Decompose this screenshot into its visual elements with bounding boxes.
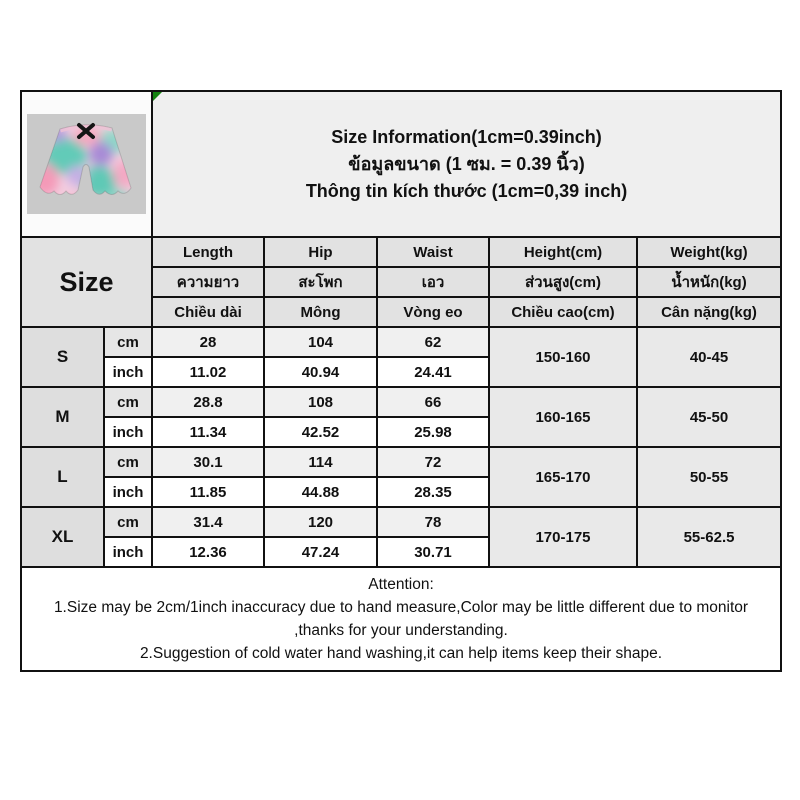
attention-line-1: 1.Size may be 2cm/1inch inaccuracy due to hand measure,Color may be little different due to monitor bbox=[53, 598, 749, 616]
col-header-hip-th: สะโพก bbox=[264, 267, 377, 297]
unit-inch: inch bbox=[104, 417, 152, 447]
m-length-inch: 11.34 bbox=[152, 417, 264, 447]
table-row-l-cm bbox=[21, 447, 781, 477]
l-weight-range: 50-55 bbox=[637, 447, 781, 507]
table-row-m-cm bbox=[21, 387, 781, 417]
l-length-cm: 30.1 bbox=[152, 447, 264, 477]
attention-line-2: ,thanks for your understanding. bbox=[294, 622, 508, 639]
s-hip-inch: 40.94 bbox=[264, 357, 377, 387]
size-info-title-cell bbox=[152, 91, 781, 237]
unit-cm: cm bbox=[104, 447, 152, 477]
title-thai: ข้อมูลขนาด (1 ซม. = 0.39 นิ้ว) bbox=[348, 153, 585, 174]
product-image-cell bbox=[21, 91, 152, 237]
table-row-xl-cm bbox=[21, 507, 781, 537]
m-waist-cm: 66 bbox=[377, 387, 489, 417]
size-label-l: L bbox=[21, 447, 104, 507]
s-waist-cm: 62 bbox=[377, 327, 489, 357]
xl-length-cm: 31.4 bbox=[152, 507, 264, 537]
unit-inch: inch bbox=[104, 537, 152, 567]
m-hip-inch: 42.52 bbox=[264, 417, 377, 447]
s-length-inch: 11.02 bbox=[152, 357, 264, 387]
m-hip-cm: 108 bbox=[264, 387, 377, 417]
l-waist-cm: 72 bbox=[377, 447, 489, 477]
unit-inch: inch bbox=[104, 477, 152, 507]
s-weight-range: 40-45 bbox=[637, 327, 781, 387]
size-label-xl: XL bbox=[21, 507, 104, 567]
xl-weight-range: 55-62.5 bbox=[637, 507, 781, 567]
col-header-waist-en: Waist bbox=[377, 237, 489, 267]
unit-cm: cm bbox=[104, 327, 152, 357]
xl-hip-cm: 120 bbox=[264, 507, 377, 537]
l-hip-cm: 114 bbox=[264, 447, 377, 477]
attention-note bbox=[21, 567, 781, 671]
m-height-range: 160-165 bbox=[489, 387, 637, 447]
xl-height-range: 170-175 bbox=[489, 507, 637, 567]
col-header-length-th: ความยาว bbox=[152, 267, 264, 297]
xl-hip-inch: 47.24 bbox=[264, 537, 377, 567]
l-hip-inch: 44.88 bbox=[264, 477, 377, 507]
col-header-weight-en: Weight(kg) bbox=[637, 237, 781, 267]
l-waist-inch: 28.35 bbox=[377, 477, 489, 507]
size-label-s: S bbox=[21, 327, 104, 387]
col-header-length-vi: Chiều dài bbox=[152, 297, 264, 327]
s-hip-cm: 104 bbox=[264, 327, 377, 357]
col-header-height-en: Height(cm) bbox=[489, 237, 637, 267]
size-label-m: M bbox=[21, 387, 104, 447]
m-waist-inch: 25.98 bbox=[377, 417, 489, 447]
l-length-inch: 11.85 bbox=[152, 477, 264, 507]
col-header-waist-th: เอว bbox=[377, 267, 489, 297]
attention-heading: Attention: bbox=[368, 575, 434, 593]
title-vietnamese: Thông tin kích thước (1cm=0,39 inch) bbox=[305, 180, 628, 201]
size-header: Size bbox=[21, 237, 152, 327]
col-header-weight-th: น้ำหนัก(kg) bbox=[637, 267, 781, 297]
col-header-weight-vi: Cân nặng(kg) bbox=[637, 297, 781, 327]
col-header-length-en: Length bbox=[152, 237, 264, 267]
size-chart-table bbox=[20, 90, 782, 672]
col-header-height-th: ส่วนสูง(cm) bbox=[489, 267, 637, 297]
s-height-range: 150-160 bbox=[489, 327, 637, 387]
col-header-hip-en: Hip bbox=[264, 237, 377, 267]
xl-waist-inch: 30.71 bbox=[377, 537, 489, 567]
xl-length-inch: 12.36 bbox=[152, 537, 264, 567]
s-length-cm: 28 bbox=[152, 327, 264, 357]
attention-line-3: 2.Suggestion of cold water hand washing,it can help items keep their shape. bbox=[139, 645, 663, 663]
m-length-cm: 28.8 bbox=[152, 387, 264, 417]
xl-waist-cm: 78 bbox=[377, 507, 489, 537]
m-weight-range: 45-50 bbox=[637, 387, 781, 447]
title-english: Size Information(1cm=0.39inch) bbox=[331, 126, 602, 147]
table-row-s-cm bbox=[21, 327, 781, 357]
unit-inch: inch bbox=[104, 357, 152, 387]
l-height-range: 165-170 bbox=[489, 447, 637, 507]
unit-cm: cm bbox=[104, 387, 152, 417]
unit-cm: cm bbox=[104, 507, 152, 537]
green-corner-marker-icon bbox=[153, 92, 162, 101]
col-header-height-vi: Chiều cao(cm) bbox=[489, 297, 637, 327]
s-waist-inch: 24.41 bbox=[377, 357, 489, 387]
col-header-hip-vi: Mông bbox=[264, 297, 377, 327]
col-header-waist-vi: Vòng eo bbox=[377, 297, 489, 327]
tie-dye-shorts-image bbox=[27, 114, 146, 214]
